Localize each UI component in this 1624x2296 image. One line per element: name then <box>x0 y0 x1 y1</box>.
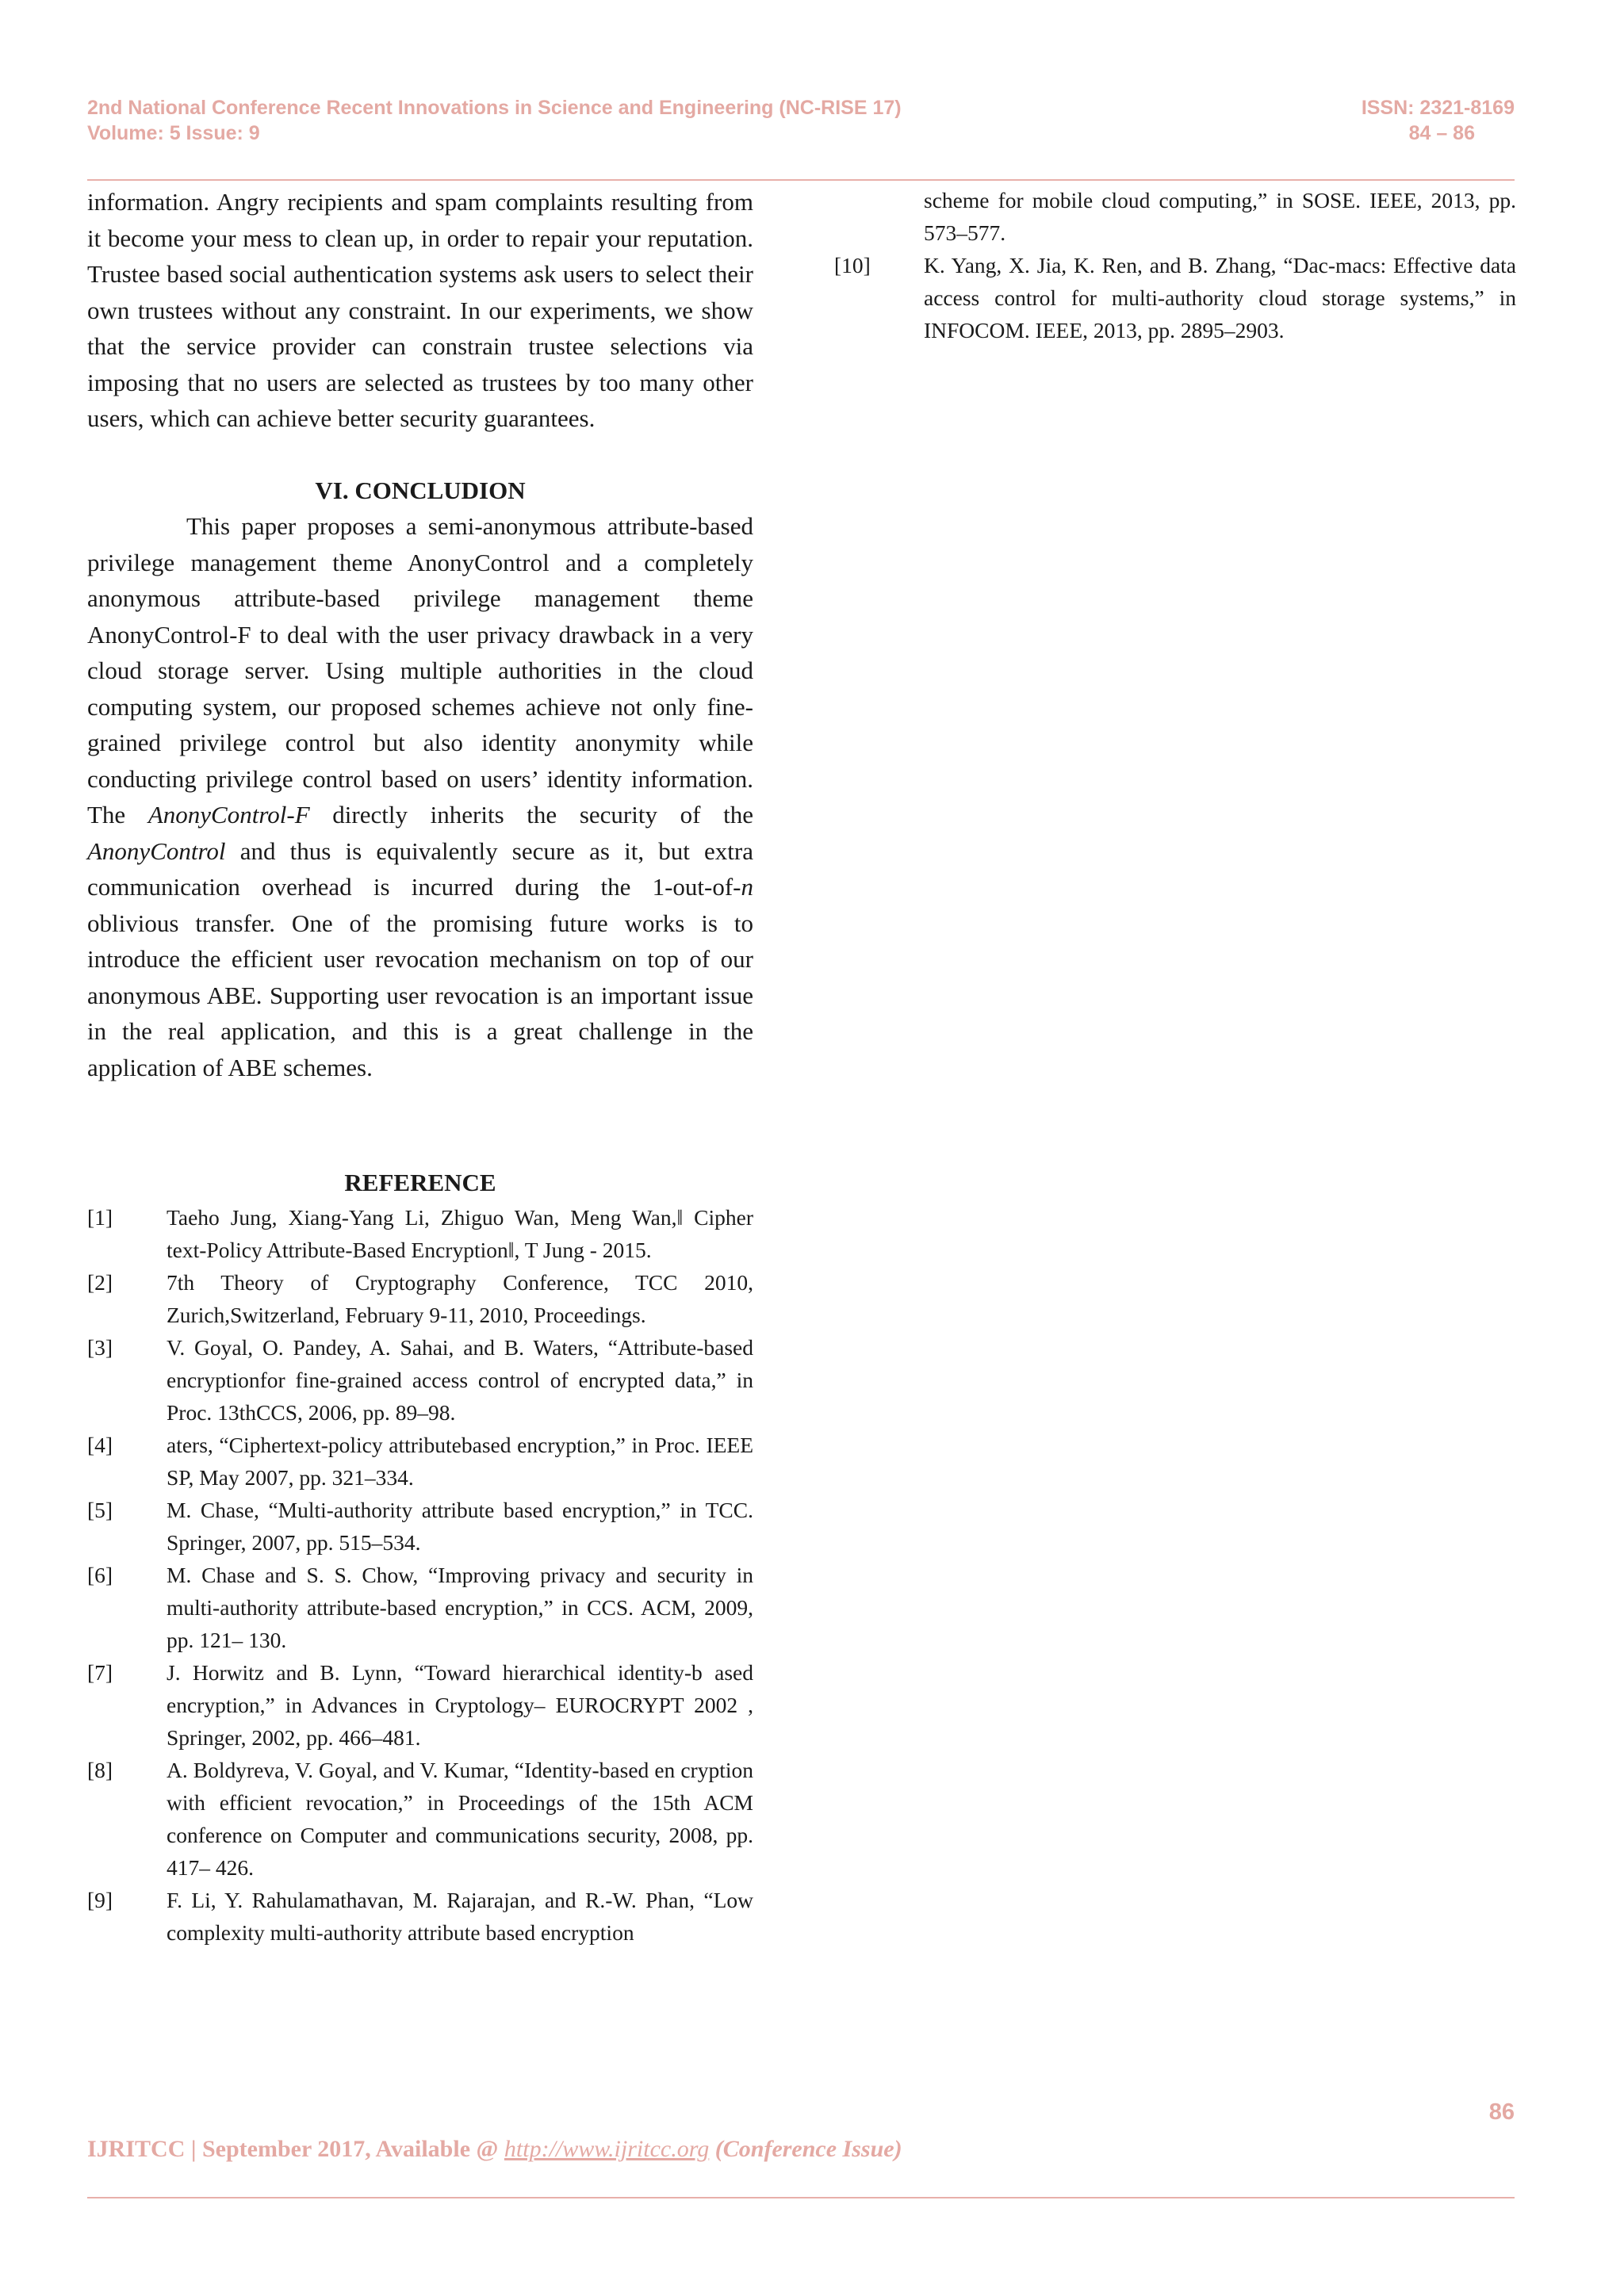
reference-item <box>87 1656 753 1754</box>
anonycontrol-term: AnonyControl <box>87 836 226 865</box>
volume-issue: Volume: 5 Issue: 9 <box>87 122 260 144</box>
reference-text: M. Chase, “Multi-authority attribute based encryption,” in TCC. Springer, 2007, pp. 515–534. <box>167 1498 753 1555</box>
conference-title: 2nd National Conference Recent Innovations in Science and Engineering (NC-RISE 17) <box>87 97 902 119</box>
running-header-left <box>87 95 902 146</box>
reference-text: Taeho Jung, Xiang-Yang Li, Zhiguo Wan, Meng Wan,‖ Cipher text-Policy Attribute-Based Encryption‖, T Jung - 2015. <box>167 1205 753 1262</box>
reference-number: [4] <box>87 1433 113 1457</box>
conclusion-text-2: directly inherits the security of the <box>309 801 753 828</box>
intro-paragraph: information. Angry recipients and spam complaints resulting from it become your mess to clean up, in order to repair your reputation. Trustee based social authentication systems ask users to select their own trustees without any constraint. In our experiments, we show that the service provider can constrain trustee selections via imposing that no users are selected as trustees by too many other users, which can achieve better security guarantees. <box>87 188 753 432</box>
reference-text: A. Boldyreva, V. Goyal, and V. Kumar, “Identity-based en cryption with efficient revocation,” in Proceedings of the 15th ACM conference on Computer and communications security, 2008, pp. 417– 426. <box>167 1758 753 1880</box>
reference-text: aters, “Ciphertext-policy attributebased encryption,” in Proc. IEEE SP, May 2007, pp. 321–334. <box>167 1433 753 1490</box>
footer <box>87 2136 902 2163</box>
conclusion-text-3: and thus is equivalently secure as it, but extra communication overhead is incurred during the 1-out-of- <box>87 836 753 901</box>
reference-item-continued <box>834 184 1516 249</box>
reference-item <box>834 249 1516 346</box>
reference-item <box>87 1754 753 1884</box>
reference-number: [7] <box>87 1660 113 1685</box>
page-number: 86 <box>1488 2099 1515 2125</box>
page-range: 84 – 86 <box>1408 122 1475 144</box>
conclusion-heading: VI. CONCLUDION <box>315 476 526 504</box>
reference-number: [9] <box>87 1888 113 1912</box>
anonycontrol-f-term: AnonyControl-F <box>147 801 310 828</box>
reference-text: M. Chase and S. S. Chow, “Improving privacy and security in multi-authority attribute-based encryption,” in CCS. ACM, 2009, pp. 121– 130. <box>167 1563 753 1652</box>
reference-number: [2] <box>87 1270 113 1295</box>
conclusion-text-4: oblivious transfer. One of the promising future works is to introduce the efficient user revocation mechanism on top of our anonymous ABE. Supporting user revocation is an important issue in the real application, and this is a great challenge in the application of ABE schemes. <box>87 909 753 1081</box>
reference-number: [6] <box>87 1563 113 1587</box>
conclusion-paragraph <box>87 508 753 1085</box>
reference-text: 7th Theory of Cryptography Conference, TCC 2010, Zurich,Switzerland, February 9-11, 2010, Proceedings. <box>167 1270 753 1327</box>
right-column <box>834 184 1516 346</box>
reference-number: [5] <box>87 1498 113 1522</box>
journal-link[interactable]: http://www.ijritcc.org <box>504 2136 710 2162</box>
reference-item <box>87 1266 753 1331</box>
reference-text: J. Horwitz and B. Lynn, “Toward hierarchical identity-b ased encryption,” in Advances in Cryptology– EUROCRYPT 2002 , Springer, 2002, pp. 466–481. <box>167 1660 753 1750</box>
reference-item <box>87 1429 753 1494</box>
reference-number: [3] <box>87 1335 113 1360</box>
reference-text: F. Li, Y. Rahulamathavan, M. Rajarajan, and R.-W. Phan, “Low complexity multi-authority attribute based encryption <box>167 1888 753 1945</box>
issn: ISSN: 2321-8169 <box>1361 97 1515 119</box>
header-divider <box>87 179 1515 181</box>
reference-number: [1] <box>87 1205 113 1230</box>
running-header-right <box>1340 95 1515 146</box>
reference-item <box>87 1331 753 1429</box>
conclusion-text-1: This paper proposes a semi-anonymous attribute-based privilege management theme AnonyControl and a completely anonymous attribute-based privilege management theme AnonyControl-F to deal with the user privacy drawback in a very cloud storage server. Using multiple authorities in the cloud computing system, our proposed schemes achieve not only fine-grained privilege control but also identity anonymity while conducting privilege control based on users’ identity information. The <box>87 512 753 828</box>
left-column <box>87 184 753 1949</box>
reference-text: V. Goyal, O. Pandey, A. Sahai, and B. Waters, “Attribute-based encryptionfor fine-grained access control of encrypted data,” in Proc. 13thCCS, 2006, pp. 89–98. <box>167 1335 753 1425</box>
reference-text: scheme for mobile cloud computing,” in SOSE. IEEE, 2013, pp. 573–577. <box>924 188 1516 245</box>
reference-number: [8] <box>87 1758 113 1782</box>
reference-item <box>87 1559 753 1656</box>
reference-item <box>87 1201 753 1266</box>
reference-list <box>87 1201 753 1949</box>
reference-text: K. Yang, X. Jia, K. Ren, and B. Zhang, “Dac-macs: Effective data access control for multi-authority cloud storage systems,” in INFOCOM. IEEE, 2013, pp. 2895–2903. <box>924 253 1516 342</box>
footer-prefix: IJRITCC | September 2017, Available @ <box>87 2136 504 2162</box>
reference-item <box>87 1884 753 1949</box>
variable-n: n <box>741 873 753 901</box>
footer-issue: (Conference Issue) <box>709 2136 902 2162</box>
reference-heading: REFERENCE <box>344 1169 496 1196</box>
reference-item <box>87 1494 753 1559</box>
reference-number: [10] <box>834 253 871 277</box>
footer-divider <box>87 2197 1515 2198</box>
